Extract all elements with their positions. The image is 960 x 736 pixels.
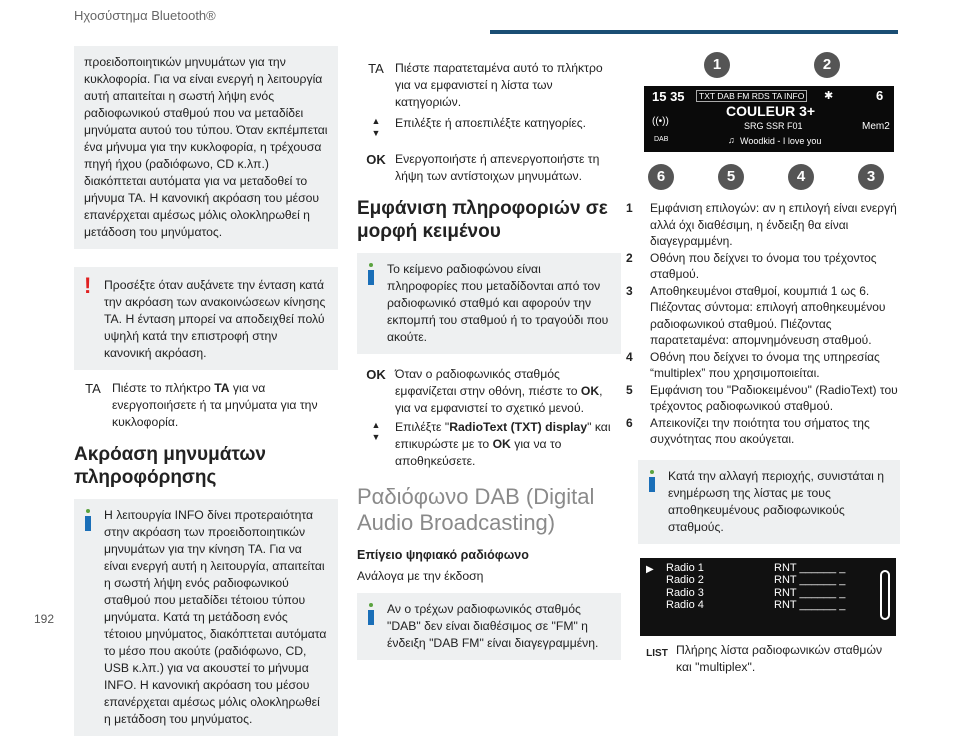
ta-long-press xyxy=(357,60,621,111)
dab-fm-info-box xyxy=(357,593,621,660)
display-mem: Mem2 xyxy=(862,121,890,132)
selector-arrow-icon: ▶ xyxy=(646,563,654,575)
version-note: Ανάλογα με την έκδοση xyxy=(357,569,484,583)
up-down-arrows-icon: ▲ ▼ xyxy=(371,116,381,138)
text-info-heading: Εμφάνιση πληροφοριών σε μορφή κειμένου xyxy=(357,198,608,242)
display-preset: 6 xyxy=(876,88,884,103)
info-text: Η λειτουργία INFO δίνει προτεραιότητα στην ακρόαση των προειδοποιητικών μηνυμάτων για την κίνηση TA. Για να είναι ενεργή αυτή η λειτουργία, απαιτείται η σωστή λήψη ενός ραδιοφωνικού σταθμού που μεταδίδει τέτοιου τύπου μηνύματα. Κατά τη μετάδοση ενός τέτοιου μηνύματος, διακόπτεται αυτόματα το μέσο που ακούτε (ραδιόφωνο, CD, USB κ.λπ.) για να ακουστεί το μήνυμα INFO. Η κανονική ακρόαση του μέσου επανέρχεται αμέσως μόλις ολοκληρωθεί η μετάδοση του μηνύματος. xyxy=(104,508,327,726)
arrows-text: Επιλέξτε ή αποεπιλέξτε κατηγορίες. xyxy=(395,116,587,130)
list-key-icon: LIST xyxy=(646,647,668,659)
list-instruction xyxy=(638,642,900,676)
display-dab: DAB xyxy=(654,136,669,143)
legend-item-6: 6 Απεικονίζει την ποιότητα του σήματος της συχνότητας που ακούγεται. xyxy=(626,415,870,446)
arrows-instruction xyxy=(357,115,621,139)
info-icon xyxy=(368,263,374,285)
signal-icon: ((•)) xyxy=(652,116,669,127)
callout-1: 1 xyxy=(704,52,730,78)
callout-legend xyxy=(626,200,900,448)
ok-instruction xyxy=(357,151,621,185)
ta-description-text: προειδοποιητικών μηνυμάτων για την κυκλοφορία. Για να είναι ενεργή η λειτουργία αυτή απαιτείται η σωστή λήψη ενός ραδιοφωνικού σταθμού που να μεταδίδει μηνύματα αυτού του τύπου. Όταν εκπέμπεται ένα μήνυμα για την κυκλοφορία, η τρέχουσα πηγή ήχου (ραδιόφωνο, CD κ.λπ.) διακόπτεται αυτόματα για να μεταδοθεί το μήνυμα TA. Η κανονική ακρόαση του μέσου επανέρχεται αμέσως μόλις ολοκληρωθεί η μετάδοση του μηνύματος. xyxy=(84,55,328,239)
radiotext-text: Επιλέξτε "RadioText (TXT) display" και επικυρώστε με το OK για να το αποθηκεύσετε. xyxy=(395,420,611,468)
column-1 xyxy=(74,46,338,736)
radiotext-instruction xyxy=(357,419,621,470)
header-bar xyxy=(490,30,898,34)
display-tags: TXT DAB FM RDS TA INFO xyxy=(696,90,807,102)
dab-display-figure xyxy=(638,52,900,190)
note-icon: ♫ xyxy=(728,135,735,145)
legend-item-3: 3 Αποθηκευμένοι σταθμοί, κουμπιά 1 ως 6. Πιέζοντας σύντομα: επιλογή αποθηκευμένου ραδιοφωνικού σταθμού. Πιέζοντας παρατεταμένα: απομνημόνευση σταθμού. xyxy=(626,283,886,347)
list-text: Πλήρης λίστα ραδιοφωνικών σταθμών και "multiplex". xyxy=(676,642,883,674)
legend-item-5: 5 Εμφάνιση του "Ραδιοκειμένου" (RadioText) του τρέχοντος ραδιοφωνικού σταθμού. xyxy=(626,382,898,413)
callout-6: 6 xyxy=(648,164,674,190)
ok-menu-instruction xyxy=(357,366,621,417)
region-info-text: Κατά την αλλαγή περιοχής, συνιστάται η ενημέρωση της λίστας με τους αποθηκευμένους ραδιοφωνικούς σταθμούς. xyxy=(668,468,885,534)
ok-menu-text: Όταν ο ραδιοφωνικός σταθμός εμφανίζεται στην οθόνη, πιέστε το OK, για να εμφανιστεί το σχετικό μενού. xyxy=(395,367,603,415)
legend-item-2: 2 Οθόνη που δείχνει το όνομα του τρέχοντος σταθμού. xyxy=(626,250,877,281)
dab-fm-info-text: Αν ο τρέχων ραδιοφωνικός σταθμός "DAB" δεν είναι διαθέσιμος σε "FM" η ένδειξη "DAB FM" είναι διαγεγραμμένη. xyxy=(387,602,599,650)
warning-box xyxy=(74,267,338,370)
legend-item-1: 1 Εμφάνιση επιλογών: αν η επιλογή είναι ενεργή αλλά όχι διαθέσιμη, η ένδειξη θα είναι διαγεγραμμένη. xyxy=(626,201,897,248)
dab-heading: Ραδιόφωνο DAB (Digital Audio Broadcasting) xyxy=(357,484,595,535)
ta-long-press-text: Πιέστε παρατεταμένα αυτό το πλήκτρο για να εμφανιστεί η λίστα των κατηγοριών. xyxy=(395,61,603,109)
list-item[interactable]: Radio 2 RNT ______ _ xyxy=(666,574,846,586)
running-header: Ηχοσύστημα Bluetooth® xyxy=(74,8,216,23)
text-info-box xyxy=(357,253,621,354)
display-ensemble: SRG SSR F01 xyxy=(744,121,803,131)
up-down-arrows-icon: ▲ ▼ xyxy=(371,420,381,442)
legend-item-4: 4 Οθόνη που δείχνει το όνομα της υπηρεσίας “multiplex” που χρησιμοποιείται. xyxy=(626,349,880,380)
display-song: Woodkid - I love you xyxy=(740,136,822,146)
column-3 xyxy=(626,52,900,676)
callout-2: 2 xyxy=(814,52,840,78)
info-icon xyxy=(85,509,91,531)
warning-icon: ! xyxy=(84,273,92,298)
ta-instruction xyxy=(74,380,338,431)
callout-4: 4 xyxy=(788,164,814,190)
info-icon xyxy=(649,470,655,492)
text-info-text: Το κείμενο ραδιοφώνου είναι πληροφορίες που μεταδίδονται από τον ραδιοφωνικό σταθμό και αφορούν την εκπομπή του σταθμού ή το τραγούδι που ακούτε. xyxy=(387,262,609,344)
display-time: 15 35 xyxy=(652,89,685,104)
list-item[interactable]: Radio 3 RNT ______ _ xyxy=(666,586,846,599)
info-box xyxy=(74,499,338,736)
station-list-screen xyxy=(640,558,896,636)
info-icon xyxy=(368,603,374,625)
station-list xyxy=(666,562,845,612)
info-heading: Ακρόαση μηνυμάτων πληροφόρησης xyxy=(74,444,266,488)
list-item[interactable]: Radio 4 RNT ______ _ xyxy=(666,599,846,611)
warning-text: Προσέξτε όταν αυξάνετε την ένταση κατά την ακρόαση των ανακοινώσεων κίνησης TA. Η ένταση μπορεί να αποδειχθεί πολύ υψηλή κατά την επιστροφή στην κανονική ακρόαση. xyxy=(104,278,326,360)
ta-key-icon: TA xyxy=(368,61,384,76)
ta-instruction-text: Πιέστε το πλήκτρο TA για να ενεργοποιήσετε ή τα μηνύματα για την κυκλοφορία. xyxy=(112,381,318,429)
ok-key-icon: OK xyxy=(366,152,386,167)
callout-5: 5 xyxy=(718,164,744,190)
ta-key-icon: TA xyxy=(85,381,101,396)
region-info-box xyxy=(638,460,900,544)
ok-key-icon: OK xyxy=(366,367,386,382)
scrollbar[interactable] xyxy=(880,570,890,620)
ta-description-box xyxy=(74,46,338,249)
column-2 xyxy=(357,46,621,660)
display-station: COULEUR 3+ xyxy=(726,103,816,119)
callout-3: 3 xyxy=(858,164,884,190)
dab-screen xyxy=(644,86,894,152)
page-number: 192 xyxy=(34,612,55,626)
dab-subheading: Επίγειο ψηφιακό ραδιόφωνο xyxy=(357,548,529,562)
bluetooth-icon: ✱ xyxy=(824,90,834,102)
ok-text: Ενεργοποιήστε ή απενεργοποιήστε τη λήψη των αντίστοιχων μηνυμάτων. xyxy=(395,152,600,183)
list-item[interactable]: Radio 1 RNT ______ _ xyxy=(666,561,846,574)
